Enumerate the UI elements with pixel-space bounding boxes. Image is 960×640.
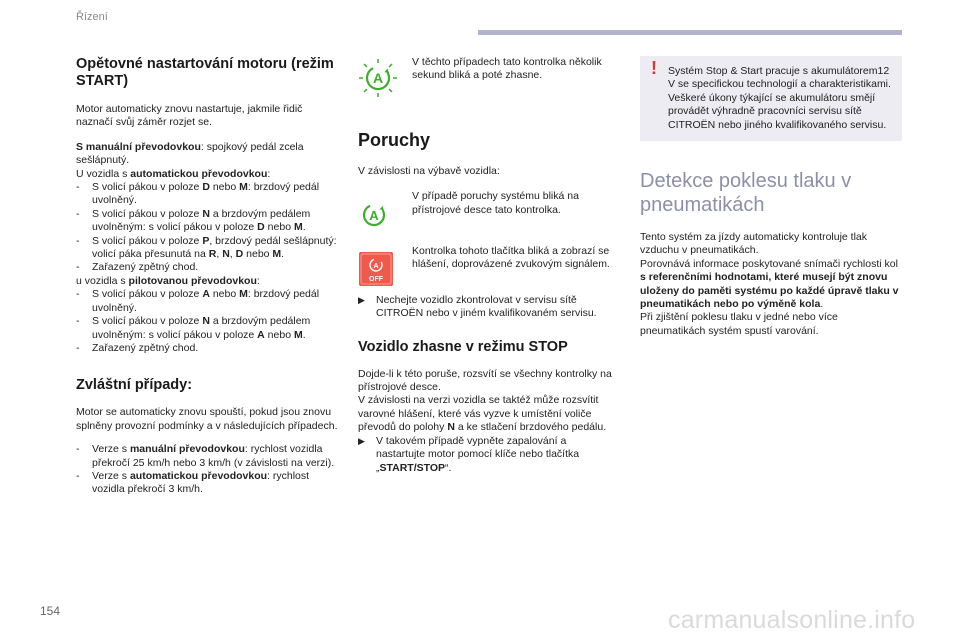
battery-warning-box: [640, 56, 902, 141]
page-number: 154: [40, 604, 61, 618]
off-label: OFF: [369, 276, 383, 284]
faults-heading: Poruchy: [358, 129, 431, 150]
fault-note: ▶︎ Nechejte vozidlo zkontrolovat v servisu sítě CITROËN nebo v jiném kvalifikovaném servisu.: [358, 293, 597, 320]
manual-gearbox-paragraph: S manuální převodovkou: spojkový pedál zcela sešlápnutý.: [76, 140, 304, 167]
list-item: - S volicí pákou v poloze D nebo M: brzdový pedál uvolněný.: [76, 181, 320, 207]
column-middle: [358, 56, 614, 475]
header-bar: [478, 30, 902, 35]
restart-intro: Motor automaticky znovu nastartuje, jakmile řidič naznačí svůj záměr rozjet se.: [76, 103, 303, 129]
column-right: [640, 56, 902, 338]
section-header: Řízení: [76, 11, 108, 23]
fault-row-2: [358, 245, 614, 284]
pilot-gearbox-list: [76, 288, 338, 355]
right-arrow-icon: ▶︎: [358, 294, 365, 305]
list-item: - Zařazený zpětný chod.: [76, 261, 199, 274]
svg-text:A: A: [373, 263, 379, 271]
list-item: - Zařazený zpětný chod.: [76, 341, 199, 354]
fault-1-text: V případě poruchy systému bliká na přístrojové desce tato kontrolka.: [412, 190, 579, 216]
special-cases-list: [76, 443, 338, 497]
stall-note: ▶︎ V takovém případě vypněte zapalování a nastartujte motor pomocí klíče nebo tlačítka „START/STOP“.: [358, 434, 580, 474]
stop-start-active-icon: [358, 58, 398, 102]
stall-text: Dojde-li k této poruše, rozsvítí se všechny kontrolky na přístrojové desce. V závislosti na verzi vozidla se taktéž může rozsvítit varovné hlášení, které vás vyzve k umístění voliče převodů do polohy N a ke stlačení brzdového pedálu.: [358, 367, 612, 434]
pilot-gearbox-intro: u vozidla s pilotovanou převodovkou:: [76, 274, 260, 287]
stall-heading: Vozidlo zhasne v režimu STOP: [358, 338, 568, 355]
list-item: - S volicí pákou v poloze N a brzdovým pedálem uvolněným: s volicí pákou v poloze A nebo M.: [76, 315, 311, 341]
blink-text: V těchto případech tato kontrolka několik sekund bliká a poté zhasne.: [412, 56, 602, 82]
restart-heading: Opětovné nastartování motoru (režim START): [76, 56, 334, 89]
auto-gearbox-list: [76, 181, 338, 275]
list-item: - Verze s automatickou převodovkou: rychlost vozidla překročí 3 km/h.: [76, 469, 310, 496]
battery-warning-text: Systém Stop & Start pracuje s akumulátorem12 V se specifickou technologií a charakteristikami. Veškeré úkony týkající se akumulátoru smějí provádět výhradně pracovníci servisu sítě CITROËN nebo jiného kvalifikovaného servisu.: [668, 65, 891, 131]
list-item: - S volicí pákou v poloze N a brzdovým pedálem uvolněným: s volicí pákou v poloze D nebo M.: [76, 207, 311, 234]
exclamation-icon: !: [651, 58, 657, 78]
list-item: - S volicí pákou v poloze P, brzdový pedál sešlápnutý: volicí páka přesunutá na R, N, D nebo M.: [76, 234, 337, 261]
list-item: - Verze s manuální převodovkou: rychlost vozidla překročí 25 km/h nebo 3 km/h (v závislosti na verzi).: [76, 443, 335, 469]
column-left: [76, 56, 338, 497]
fault-row-1: [358, 190, 614, 224]
blink-row: [358, 56, 614, 86]
auto-gearbox-intro: U vozidla s automatickou převodovkou:: [76, 167, 271, 180]
list-item: - S volicí pákou v poloze A nebo M: brzdový pedál uvolněný.: [76, 288, 320, 314]
tyre-pressure-text: Tento systém za jízdy automaticky kontroluje tlak vzduchu v pneumatikách. Porovnává informace poskytované snímači rychlosti kol s referenčními hodnotami, které musejí být znovu uloženy do paměti systému po každé úpravě tlaku v pneumatikách nebo po výměně kola. Při zjištění poklesu tlaku v jedné nebo více pneumatikách systém spustí varování.: [640, 231, 899, 337]
special-cases-heading: Zvláštní případy:: [76, 377, 193, 394]
svg-text:A: A: [369, 208, 379, 224]
right-arrow-icon: ▶︎: [358, 435, 365, 446]
fault-2-text: Kontrolka tohoto tlačítka bliká a zobrazí se hlášení, doprovázené zvukovým signálem.: [412, 245, 610, 271]
stop-start-off-button-icon: [358, 251, 394, 291]
svg-text:A: A: [372, 70, 384, 86]
tyre-pressure-heading: Detekce poklesu tlaku v pneumatikách: [640, 170, 852, 217]
stop-start-fault-icon: [358, 200, 390, 232]
faults-intro: V závislosti na výbavě vozidla:: [358, 164, 500, 177]
special-cases-intro: Motor se automaticky znovu spouští, pokud jsou znovu splněny provozní podmínky a v následujících případech.: [76, 406, 338, 432]
watermark: carmanualsonline.info: [668, 606, 916, 634]
